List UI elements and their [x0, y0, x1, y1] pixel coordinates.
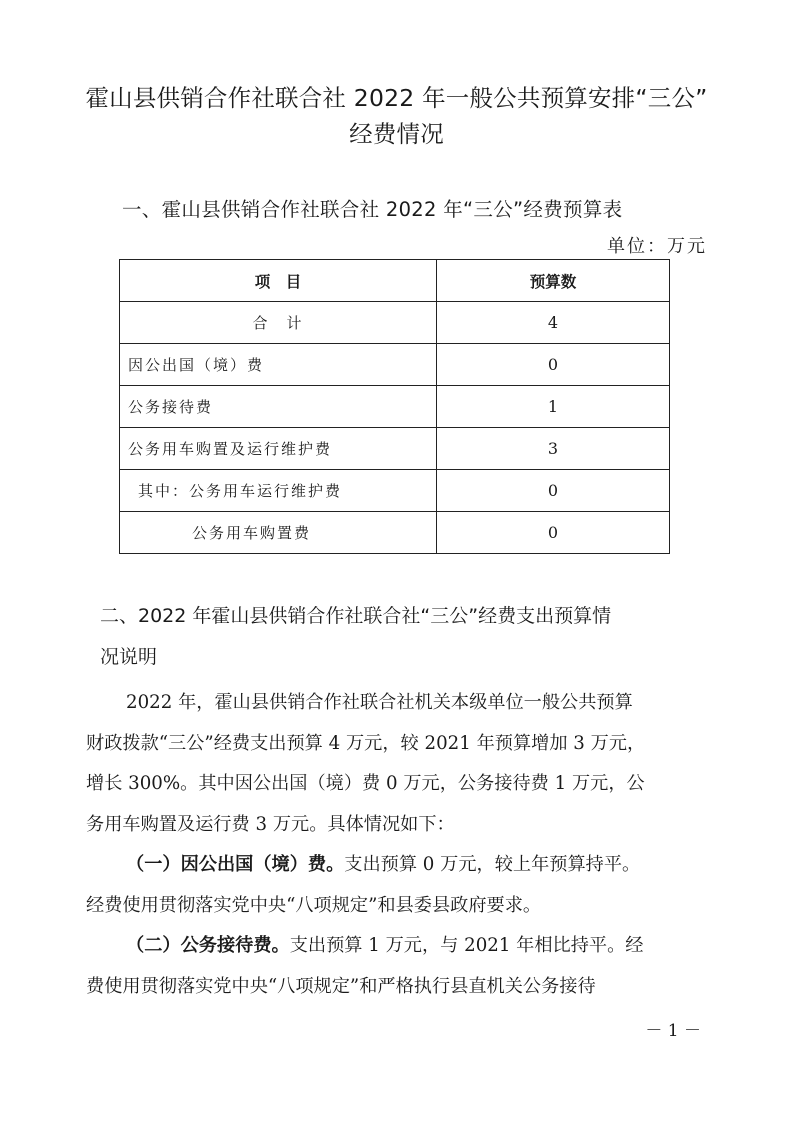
row-label-total: 合 计 [120, 302, 437, 344]
table-row [120, 344, 670, 386]
para3-line2: 费使用贯彻落实党中央“八项规定”和严格执行县直机关公务接待 [86, 975, 596, 997]
table-header-row [120, 260, 670, 302]
unit-label: 单位：万元 [607, 236, 707, 257]
row-label-vehicle: 公务用车购置及运行维护费 [120, 428, 437, 470]
section2-heading-line1: 二、2022 年霍山县供销合作社联合社“三公”经费支出预算情 [100, 605, 612, 627]
row-value-total: 4 [437, 302, 670, 344]
document-title-line1: 霍山县供销合作社联合社 2022 年一般公共预算安排“三公” [85, 84, 708, 112]
budget-table [119, 259, 670, 554]
para1-line4: 务用车购置及运行费 3 万元。具体情况如下： [86, 813, 455, 835]
table-row [120, 470, 670, 512]
row-value-reception: 1 [437, 386, 670, 428]
row-label-vehicle-purchase: 公务用车购置费 [120, 512, 437, 554]
body-text [86, 683, 711, 1007]
table-row [120, 512, 670, 554]
row-value-vehicle: 3 [437, 428, 670, 470]
para3-bold-heading: （二）公务接待费。 [126, 935, 290, 956]
para2-text: 支出预算 0 万元，较上年预算持平。 [344, 854, 641, 875]
row-label-vehicle-operation: 其中：公务用车运行维护费 [120, 470, 437, 512]
row-label-overseas: 因公出国（境）费 [120, 344, 437, 386]
table-header-item: 项 目 [120, 260, 437, 302]
table-header-budget: 预算数 [437, 260, 670, 302]
row-value-vehicle-purchase: 0 [437, 512, 670, 554]
table-row [120, 386, 670, 428]
row-value-overseas: 0 [437, 344, 670, 386]
section2-heading-line2: 况说明 [100, 646, 158, 668]
section1-heading: 一、霍山县供销合作社联合社 2022 年“三公”经费预算表 [122, 198, 623, 221]
document-title-line2: 经费情况 [349, 120, 444, 148]
section2-heading [100, 596, 710, 678]
para2-line2: 经费使用贯彻落实党中央“八项规定”和县委县政府要求。 [86, 894, 542, 916]
para2-bold-heading: （一）因公出国（境）费。 [126, 854, 345, 875]
para3-text: 支出预算 1 万元，与 2021 年相比持平。经 [289, 935, 644, 956]
para1-line3: 增长 300%。其中因公出国（境）费 0 万元，公务接待费 1 万元，公 [86, 773, 645, 794]
para3-line1 [86, 926, 711, 967]
page-number: － 1 － [645, 1021, 701, 1041]
table-row [120, 302, 670, 344]
row-value-vehicle-operation: 0 [437, 470, 670, 512]
row-label-reception: 公务接待费 [120, 386, 437, 428]
para1-line2: 财政拨款“三公”经费支出预算 4 万元，较 2021 年预算增加 3 万元， [86, 732, 646, 754]
para1-line1: 2022 年，霍山县供销合作社联合社机关本级单位一般公共预算 [126, 692, 633, 713]
table-row [120, 428, 670, 470]
para2-line1 [86, 845, 711, 886]
